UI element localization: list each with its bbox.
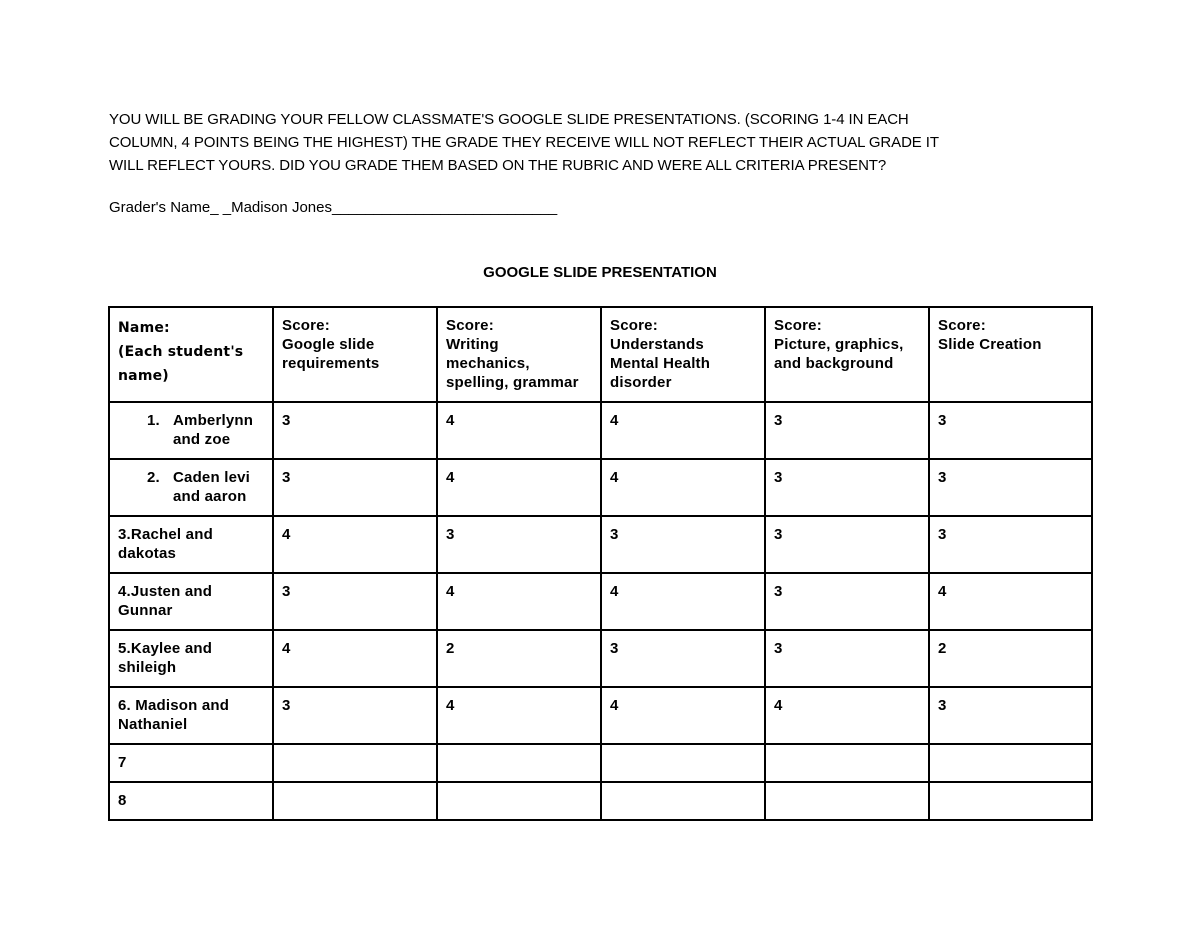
header-text: disorder xyxy=(610,374,672,391)
score-cell: 3 xyxy=(273,402,437,459)
score-cell xyxy=(929,782,1092,820)
table-row xyxy=(109,402,1092,459)
score-cell: 4 xyxy=(437,459,601,516)
header-text: spelling, grammar xyxy=(446,374,579,391)
score-cell xyxy=(437,744,601,782)
header-text: and background xyxy=(774,355,894,372)
score-cell: 3 xyxy=(273,573,437,630)
score-cell xyxy=(929,744,1092,782)
name-line: Caden levi xyxy=(173,469,251,486)
header-text: (Each student's xyxy=(118,344,244,360)
header-text: Score: xyxy=(610,317,658,334)
score-cell: 3 xyxy=(929,402,1092,459)
header-text: Google slide xyxy=(282,336,375,353)
score-cell: 4 xyxy=(437,573,601,630)
header-text: Score: xyxy=(774,317,822,334)
score-cell: 4 xyxy=(601,687,765,744)
header-picture-graphics xyxy=(765,307,929,402)
student-name-cell xyxy=(109,630,273,687)
name-line: and zoe xyxy=(173,431,231,448)
score-cell: 4 xyxy=(273,516,437,573)
student-name xyxy=(118,468,265,506)
name-line: 4.Justen and xyxy=(118,583,213,600)
header-text: Slide Creation xyxy=(938,336,1042,353)
header-name xyxy=(109,307,273,402)
header-text: Name: xyxy=(118,320,170,336)
name-line: 6. Madison and xyxy=(118,697,230,714)
score-cell: 4 xyxy=(273,630,437,687)
score-cell: 2 xyxy=(437,630,601,687)
instructions-line: WILL REFLECT YOURS. DID YOU GRADE THEM BASED ON THE RUBRIC AND WERE ALL CRITERIA PRESENT? xyxy=(109,157,887,174)
table-row xyxy=(109,687,1092,744)
header-text: Score: xyxy=(282,317,330,334)
score-cell: 3 xyxy=(765,630,929,687)
name-line: dakotas xyxy=(118,545,177,562)
student-name-cell xyxy=(109,516,273,573)
score-cell: 4 xyxy=(601,402,765,459)
instructions-line: YOU WILL BE GRADING YOUR FELLOW CLASSMATE'S GOOGLE SLIDE PRESENTATIONS. (SCORING 1-4 IN EACH xyxy=(109,111,909,128)
score-cell: 3 xyxy=(765,516,929,573)
header-text: Picture, graphics, xyxy=(774,336,904,353)
student-name-cell xyxy=(109,402,273,459)
score-cell xyxy=(765,744,929,782)
score-cell: 3 xyxy=(273,687,437,744)
score-cell: 4 xyxy=(437,402,601,459)
student-name-cell: 7 xyxy=(109,744,273,782)
score-cell xyxy=(273,782,437,820)
score-cell: 3 xyxy=(929,459,1092,516)
score-cell xyxy=(601,744,765,782)
header-text: Understands xyxy=(610,336,704,353)
student-name-cell xyxy=(109,573,273,630)
table-row xyxy=(109,630,1092,687)
table-row xyxy=(109,459,1092,516)
table-row xyxy=(109,573,1092,630)
header-text: Mental Health xyxy=(610,355,711,372)
score-cell: 3 xyxy=(765,573,929,630)
score-cell: 4 xyxy=(437,687,601,744)
header-text: mechanics, xyxy=(446,355,530,372)
name-line: 3.Rachel and xyxy=(118,526,213,543)
header-google-slide-requirements xyxy=(273,307,437,402)
name-line: 5.Kaylee and xyxy=(118,640,213,657)
header-text: requirements xyxy=(282,355,380,372)
name-line: Nathaniel xyxy=(118,716,188,733)
score-cell: 3 xyxy=(437,516,601,573)
table-title: GOOGLE SLIDE PRESENTATION xyxy=(483,264,717,281)
name-line: shileigh xyxy=(118,659,177,676)
score-cell: 4 xyxy=(765,687,929,744)
header-text: Score: xyxy=(446,317,494,334)
table-row xyxy=(109,516,1092,573)
score-cell xyxy=(601,782,765,820)
list-number: 1. xyxy=(147,412,160,429)
header-text: Score: xyxy=(938,317,986,334)
name-line: and aaron xyxy=(173,488,247,505)
student-name-cell xyxy=(109,459,273,516)
score-cell: 3 xyxy=(929,516,1092,573)
student-name-cell xyxy=(109,687,273,744)
score-cell: 4 xyxy=(929,573,1092,630)
score-cell: 3 xyxy=(273,459,437,516)
score-cell xyxy=(437,782,601,820)
table-row xyxy=(109,782,1092,820)
header-text: Writing xyxy=(446,336,499,353)
header-text: name) xyxy=(118,368,169,384)
score-cell: 3 xyxy=(765,459,929,516)
name-line: Amberlynn xyxy=(173,412,254,429)
score-cell: 3 xyxy=(601,516,765,573)
header-mental-health xyxy=(601,307,765,402)
score-cell: 2 xyxy=(929,630,1092,687)
grading-table xyxy=(108,306,1093,821)
student-name-cell: 8 xyxy=(109,782,273,820)
score-cell: 4 xyxy=(601,459,765,516)
score-cell: 3 xyxy=(765,402,929,459)
instructions-line: COLUMN, 4 POINTS BEING THE HIGHEST) THE GRADE THEY RECEIVE WILL NOT REFLECT THEIR ACTUAL GRADE IT xyxy=(109,134,939,151)
header-slide-creation xyxy=(929,307,1092,402)
header-writing-mechanics xyxy=(437,307,601,402)
table-row xyxy=(109,744,1092,782)
list-number: 2. xyxy=(147,469,160,486)
name-line: Gunnar xyxy=(118,602,173,619)
score-cell xyxy=(765,782,929,820)
header-row xyxy=(109,307,1092,402)
score-cell: 3 xyxy=(929,687,1092,744)
instructions xyxy=(109,108,1069,177)
student-name xyxy=(118,411,265,449)
grader-name-line: Grader's Name_ _Madison Jones___________________________ xyxy=(109,199,558,216)
score-cell: 4 xyxy=(601,573,765,630)
score-cell xyxy=(273,744,437,782)
score-cell: 3 xyxy=(601,630,765,687)
